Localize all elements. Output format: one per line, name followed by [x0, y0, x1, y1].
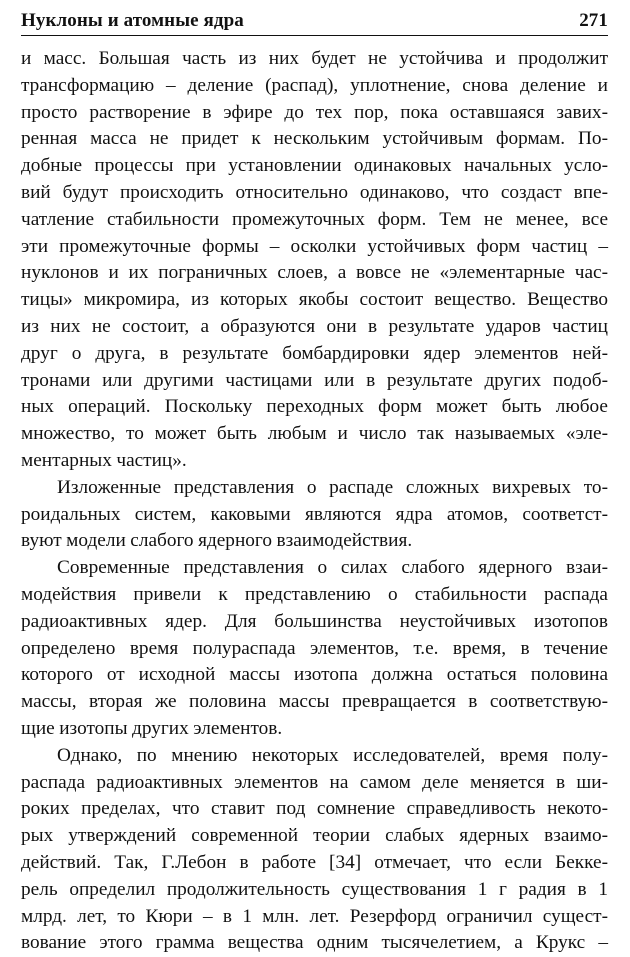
text-line: которого от исходной массы изотопа должна остаться половина — [21, 664, 608, 686]
text-line: вий будут происходить относительно одинаково, что создаст впе- — [21, 181, 608, 203]
text-line: добные процессы при установлении одинаковых начальных усло- — [21, 155, 608, 177]
text-line: радиоактивных ядер. Для большинства неустойчивых изотопов — [21, 610, 608, 632]
text-line: друг о друга, в результате бомбардировки ядер элементов ней- — [21, 342, 608, 364]
text-line: Однако, по мнению некоторых исследователей, время полу- — [57, 744, 608, 766]
text-line: распада радиоактивных элементов на самом деле меняется в ши- — [21, 771, 608, 793]
running-header — [21, 8, 608, 36]
paragraph — [21, 46, 608, 475]
text-line: вуют модели слабого ядерного взаимодействия. — [21, 530, 413, 552]
text-line: из них не состоит, а образуются они в результате ударов частиц — [21, 315, 608, 337]
text-line: вование этого грамма вещества одним тысячелетием, а Крукс – — [21, 932, 608, 954]
text-line: щие изотопы других элементов. — [21, 717, 283, 739]
text-line: эти промежуточные формы – осколки устойчивых форм частиц – — [21, 235, 608, 257]
text-line: Современные представления о силах слабого ядерного взаи- — [57, 557, 608, 579]
body-text — [21, 46, 608, 957]
text-line: действий. Так, Г.Лебон в работе [34] отмечает, что если Бекке- — [21, 851, 608, 873]
text-line: ных операций. Поскольку переходных форм может быть любое — [21, 396, 608, 418]
page-number: 271 — [579, 10, 608, 31]
paragraph — [21, 475, 608, 555]
text-line: нуклонов и их пограничных слоев, а вовсе не «элементарные час- — [21, 262, 608, 284]
running-title: Нуклоны и атомные ядра — [21, 10, 244, 31]
text-line: определено время полураспада элементов, т.е. время, в течение — [21, 637, 608, 659]
text-line: тронами или другими частицами или в результате других подоб- — [21, 369, 608, 391]
text-line: трансформацию – деление (распад), уплотнение, снова деление и — [21, 74, 608, 96]
text-line: Изложенные представления о распаде сложных вихревых то- — [57, 476, 608, 498]
text-line: массы, вторая же половина массы превращается в соответствую- — [21, 691, 608, 713]
text-line: ментарных частиц». — [21, 449, 187, 471]
text-line: множество, то может быть любым и число так называемых «эле- — [21, 423, 608, 445]
text-line: модействия привели к представлению о стабильности распада — [21, 583, 608, 605]
paragraph — [21, 743, 608, 957]
text-line: млрд. лет, то Кюри – в 1 млн. лет. Резерфорд ограничил сущест- — [21, 905, 608, 927]
text-line: рель определил продолжительность существования 1 г радия в 1 — [21, 878, 608, 900]
text-line: роких пределах, что ставит под сомнение справедливость некото- — [21, 798, 608, 820]
text-line: ренная масса не придет к нескольким устойчивым формам. По- — [21, 128, 608, 150]
text-line: чатление стабильности промежуточных форм. Тем не менее, все — [21, 208, 608, 230]
paragraph — [21, 555, 608, 743]
text-line: рых утверждений современной теории слабых ядерных взаимо- — [21, 825, 608, 847]
text-line: роидальных систем, каковыми являются ядра атомов, соответст- — [21, 503, 608, 525]
text-line: и масс. Большая часть из них будет не устойчива и продолжит — [21, 48, 608, 69]
text-line: тицы» микромира, из которых якобы состоит вещество. Вещество — [21, 289, 608, 311]
text-line: просто растворение в эфире до тех пор, пока оставшаяся завих- — [21, 101, 608, 123]
